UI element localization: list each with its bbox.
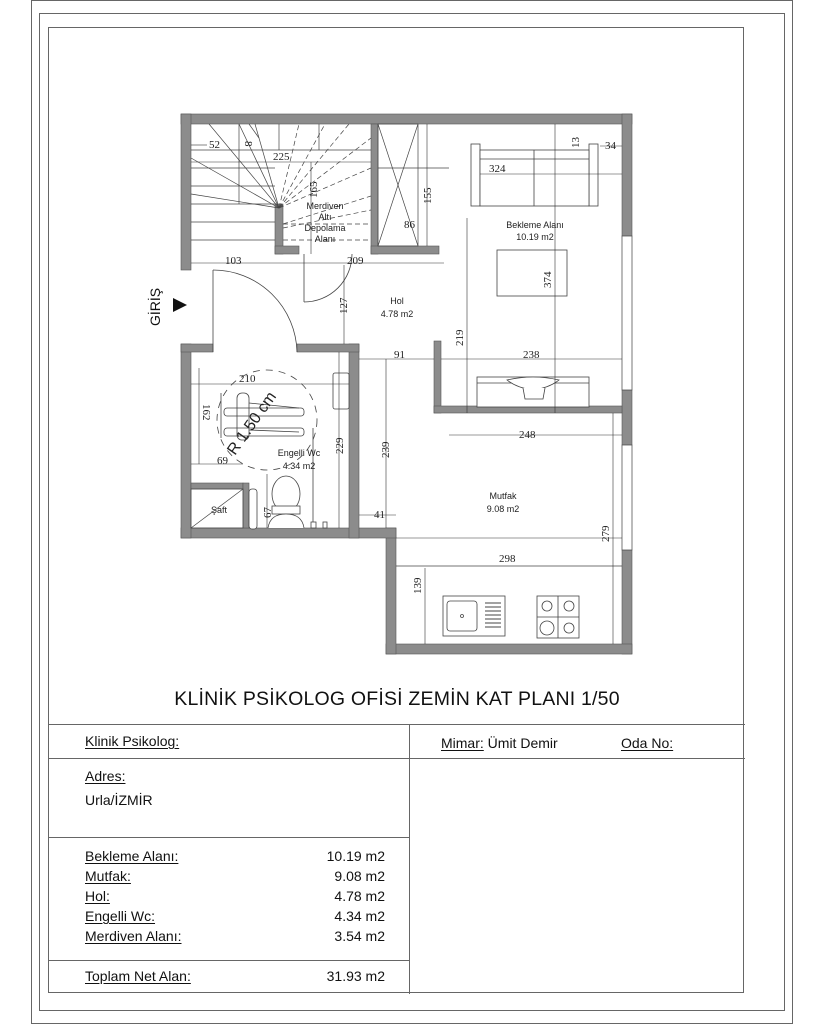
svg-text:374: 374 — [542, 271, 554, 288]
sofa — [471, 144, 598, 206]
svg-text:Altı: Altı — [318, 212, 332, 222]
svg-text:210: 210 — [239, 373, 256, 385]
area-label: Merdiven Alanı: — [85, 928, 182, 944]
svg-text:Merdiven: Merdiven — [306, 201, 344, 211]
entrance-door — [213, 254, 352, 352]
area-value: 3.54 m2 — [334, 928, 385, 944]
svg-text:86: 86 — [404, 219, 415, 231]
svg-text:69: 69 — [217, 455, 228, 467]
address-bottom-line — [49, 837, 409, 838]
svg-text:298: 298 — [499, 553, 516, 565]
svg-text:155: 155 — [422, 187, 434, 204]
svg-text:GİRİŞ: GİRİŞ — [147, 287, 163, 326]
svg-text:209: 209 — [347, 255, 364, 267]
svg-text:Engelli Wc: Engelli Wc — [277, 448, 321, 458]
total-label: Toplam Net Alan: — [85, 968, 191, 984]
drawing-sheet — [48, 27, 744, 993]
area-value: 9.08 m2 — [334, 868, 385, 884]
area-value: 10.19 m2 — [326, 848, 385, 864]
svg-text:Depolama: Depolama — [304, 223, 346, 233]
area-row-kitchen — [85, 868, 385, 887]
coffee-table — [497, 250, 567, 296]
svg-text:Şaft: Şaft — [210, 505, 228, 515]
svg-text:91: 91 — [394, 349, 405, 361]
armchair — [477, 377, 589, 407]
address-value: Urla/İZMİR — [85, 792, 153, 808]
svg-text:324: 324 — [489, 163, 506, 175]
svg-text:248: 248 — [519, 429, 536, 441]
area-label: Hol: — [85, 888, 110, 904]
area-label: Bekleme Alanı: — [85, 848, 179, 864]
svg-text:Hol: Hol — [390, 296, 404, 306]
svg-text:52: 52 — [209, 139, 220, 151]
turning-radius-label: R 1.50 cm — [224, 388, 281, 459]
client-label: Klinik Psikolog: — [85, 733, 180, 749]
svg-text:239: 239 — [380, 441, 392, 458]
architect-field — [441, 735, 558, 751]
area-row-hall — [85, 888, 385, 907]
svg-text:238: 238 — [523, 349, 540, 361]
svg-text:4.34 m2: 4.34 m2 — [282, 461, 316, 471]
svg-text:41: 41 — [374, 509, 385, 521]
architect-name: Ümit Demir — [487, 735, 558, 751]
svg-text:13: 13 — [570, 137, 582, 148]
svg-text:9.08 m2: 9.08 m2 — [486, 504, 520, 514]
svg-text:225: 225 — [273, 151, 290, 163]
areas-bottom-line — [49, 960, 409, 961]
total-area-row — [85, 968, 385, 987]
svg-text:10.19 m2: 10.19 m2 — [516, 232, 554, 242]
entrance-marker — [146, 288, 187, 326]
svg-text:139: 139 — [412, 577, 424, 594]
area-row-wc — [85, 908, 385, 927]
svg-text:67: 67 — [262, 507, 274, 518]
title-block-top-line — [49, 724, 745, 725]
svg-text:127: 127 — [338, 297, 350, 314]
title-block-row-line — [49, 758, 745, 759]
title-block-divider — [409, 724, 410, 994]
room-number-label: Oda No: — [621, 735, 674, 751]
area-value: 4.78 m2 — [334, 888, 385, 904]
svg-text:165: 165 — [308, 181, 320, 198]
total-value: 31.93 m2 — [326, 968, 385, 984]
svg-text:4.78 m2: 4.78 m2 — [380, 309, 414, 319]
area-row-stair — [85, 928, 385, 947]
svg-text:8: 8 — [242, 141, 254, 147]
svg-text:Alanı: Alanı — [314, 234, 336, 244]
svg-text:103: 103 — [225, 255, 242, 267]
area-label: Engelli Wc: — [85, 908, 156, 924]
svg-text:219: 219 — [454, 329, 466, 346]
floor-plan — [49, 28, 745, 668]
area-label: Mutfak: — [85, 868, 131, 884]
svg-text:162: 162 — [200, 404, 212, 421]
area-value: 4.34 m2 — [334, 908, 385, 924]
svg-text:229: 229 — [334, 437, 346, 454]
svg-text:Mutfak: Mutfak — [489, 491, 517, 501]
svg-text:34: 34 — [605, 140, 616, 152]
kitchen-counter — [396, 566, 622, 638]
address-label: Adres: — [85, 768, 126, 784]
drawing-title: KLİNİK PSİKOLOG OFİSİ ZEMİN KAT PLANI 1/50 — [174, 688, 620, 710]
svg-text:Bekleme Alanı: Bekleme Alanı — [506, 220, 564, 230]
architect-label: Mimar: — [441, 735, 484, 751]
area-row-waiting — [85, 848, 385, 867]
svg-text:279: 279 — [600, 525, 612, 542]
